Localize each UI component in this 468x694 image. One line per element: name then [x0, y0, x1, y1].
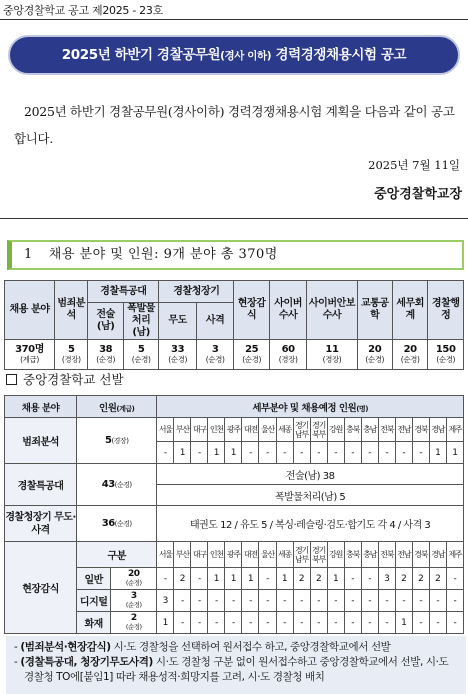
value: 60 — [281, 343, 295, 355]
crime-region-value: - — [191, 442, 208, 464]
region-header: 제주 — [446, 542, 463, 568]
summary-head-crime: 범죄분석 — [55, 281, 88, 340]
region-header: 제주 — [446, 418, 463, 442]
site-region-value: - — [446, 590, 463, 612]
value: 150 — [435, 343, 456, 355]
crime-region-value: - — [157, 442, 174, 464]
region-header: 인천 — [208, 418, 225, 442]
count: 36 — [101, 518, 115, 529]
crime-region-value: - — [378, 442, 395, 464]
value: 11 — [325, 343, 339, 355]
note-2: - (경찰특공대, 청장기무도사격) 시·도 경찰청 구분 없이 원서접수하고 중앙경찰학교에서 선발, 시·도 경찰청 TO에[붙임1] 따라 채용성적·희망지를 고려, 시·도 경찰청 배치 — [14, 656, 449, 683]
notice-number: 중앙경찰학교 공고 제2025 - 23호 — [3, 4, 163, 17]
region-header: 부산 — [174, 542, 191, 568]
site-region-value: - — [225, 590, 242, 612]
security-line: 태권도 12 / 유도 5 / 복싱·레슬링·검도·합기도 각 4 / 사격 3 — [157, 506, 464, 542]
checkbox-square-icon — [6, 374, 17, 385]
site-row-count — [111, 568, 157, 590]
site-region-value: - — [412, 612, 429, 634]
detail-table — [4, 395, 464, 634]
site-region-value: - — [344, 568, 361, 590]
site-region-value: - — [191, 612, 208, 634]
special-line-2: 폭발물처리(남) 5 — [157, 485, 464, 506]
summary-cyber-sec — [307, 340, 357, 370]
rank: (경장) — [278, 354, 298, 364]
site-region-value: - — [310, 590, 327, 612]
title-rank: (경사 이하) — [220, 50, 272, 62]
site-region-value: - — [276, 590, 293, 612]
site-row-count — [111, 612, 157, 634]
title-exam: 경력경쟁채용시험 공고 — [271, 47, 407, 63]
site-region-value: 3 — [378, 568, 395, 590]
rank: (경장) — [61, 354, 81, 364]
region-header: 전북 — [378, 418, 395, 442]
rank: (순경) — [205, 354, 225, 364]
site-region-value: 1 — [327, 568, 344, 590]
count: 20 — [127, 568, 140, 579]
section-number: 1 — [24, 247, 33, 262]
site-region-value: 2 — [395, 568, 412, 590]
site-label: 현장감식 — [5, 542, 77, 634]
site-region-value: - — [412, 590, 429, 612]
crime-row — [5, 418, 464, 442]
summary-total — [5, 340, 55, 370]
site-region-value: - — [378, 590, 395, 612]
region-header: 대구 — [191, 542, 208, 568]
summary-head-traffic: 교통공학 — [357, 281, 392, 340]
region-header: 경남 — [429, 418, 446, 442]
rank: (순경) — [365, 354, 385, 364]
site-region-value: - — [208, 590, 225, 612]
detail-header-row — [5, 396, 464, 418]
summary-sub-martial: 무도 — [159, 303, 197, 340]
region-header: 부산 — [174, 418, 191, 442]
crime-region-value: 1 — [174, 442, 191, 464]
summary-sub-shoot: 사격 — [196, 303, 234, 340]
intro-text: 2025년 하반기 경찰공무원(경사이하) 경력경쟁채용시험 계획을 다음과 같이 공고합니다. — [14, 104, 455, 146]
region-header: 광주 — [225, 542, 242, 568]
site-region-value: - — [259, 568, 276, 590]
site-region-value: - — [446, 568, 463, 590]
title-main: 2025년 하반기 경찰공무원 — [61, 47, 221, 63]
site-region-value: - — [293, 590, 310, 612]
crime-region-value: - — [259, 442, 276, 464]
crime-region-value: - — [276, 442, 293, 464]
site-region-value: 2 — [174, 568, 191, 590]
crime-region-value: - — [327, 442, 344, 464]
site-region-value: 2 — [293, 568, 310, 590]
section-2-title: 중앙경찰학교 선발 — [23, 372, 124, 387]
summary-head-cyber-inv: 사이버수사 — [269, 281, 307, 340]
region-header: 광주 — [225, 418, 242, 442]
rank: (순경) — [125, 622, 142, 631]
security-row — [5, 506, 464, 542]
summary-head-tax: 세무회계 — [392, 281, 427, 340]
region-header: 울산 — [259, 542, 276, 568]
count: 43 — [101, 479, 115, 490]
head-detail-label: 세부분야 및 채용예정 인원 — [252, 402, 357, 414]
rank: (순경) — [125, 578, 142, 587]
site-region-value: 3 — [157, 590, 174, 612]
region-header: 서울 — [157, 542, 174, 568]
summary-site — [234, 340, 269, 370]
rank: (순경) — [131, 354, 151, 364]
site-region-value: - — [191, 590, 208, 612]
site-region-value: 2 — [310, 568, 327, 590]
site-region-value: - — [361, 590, 378, 612]
region-header: 경기북부 — [310, 542, 327, 568]
site-region-value: - — [208, 612, 225, 634]
site-region-value: 2 — [412, 568, 429, 590]
value: 25 — [245, 343, 259, 355]
crime-region-value: - — [412, 442, 429, 464]
region-header: 대구 — [191, 418, 208, 442]
site-region-value: - — [157, 568, 174, 590]
region-header: 경북 — [412, 542, 429, 568]
site-region-value: 1 — [208, 568, 225, 590]
summary-table — [4, 280, 464, 370]
head-count-label: 인원 — [99, 402, 117, 414]
value: 38 — [99, 343, 113, 355]
region-header: 대전 — [242, 418, 259, 442]
special-count — [77, 464, 157, 506]
site-region-value: - — [276, 612, 293, 634]
region-header: 전남 — [395, 542, 412, 568]
region-header: 충남 — [361, 418, 378, 442]
region-header: 경남 — [429, 542, 446, 568]
site-region-value: - — [259, 612, 276, 634]
crime-region-value: - — [361, 442, 378, 464]
site-sub-head: 구분 — [77, 542, 157, 568]
rank: (순경) — [242, 354, 262, 364]
region-header: 울산 — [259, 418, 276, 442]
rank: (순경) — [168, 354, 187, 364]
rank: (순경) — [96, 354, 116, 364]
region-header: 세종 — [276, 542, 293, 568]
detail-head-count — [77, 396, 157, 418]
site-region-value: - — [429, 590, 446, 612]
site-region-value: 2 — [429, 568, 446, 590]
region-header: 대전 — [242, 542, 259, 568]
region-header: 충북 — [344, 542, 361, 568]
value: 5 — [67, 343, 75, 355]
detail-head-detail — [157, 396, 464, 418]
title-banner — [8, 35, 460, 75]
region-header: 전북 — [378, 542, 395, 568]
crime-region-value: - — [293, 442, 310, 464]
rank: (계급) — [20, 354, 39, 364]
special-line-1: 전술(남) 38 — [157, 464, 464, 485]
special-label: 경찰특공대 — [5, 464, 77, 506]
site-region-value: - — [446, 612, 463, 634]
signer: 중앙경찰학교장 — [374, 187, 462, 202]
region-header: 경기남부 — [293, 542, 310, 568]
site-region-value: - — [361, 612, 378, 634]
summary-head-security: 경찰청장기 — [159, 281, 234, 303]
security-label: 경찰청장기 무도·사격 — [5, 506, 77, 542]
site-region-value: - — [174, 612, 191, 634]
summary-police-admin — [428, 340, 464, 370]
rank: (경장) — [322, 354, 342, 364]
rank: (경장) — [111, 437, 129, 445]
region-header: 강원 — [327, 542, 344, 568]
summary-tax — [392, 340, 427, 370]
crime-region-value: 1 — [429, 442, 446, 464]
site-region-value: - — [259, 590, 276, 612]
region-header: 경기북부 — [310, 418, 327, 442]
summary-sub-bomb: 폭발물처리(남) — [123, 303, 158, 340]
site-region-value: - — [225, 612, 242, 634]
value: 20 — [368, 343, 382, 355]
header-divider — [0, 19, 468, 20]
site-region-value: - — [191, 568, 208, 590]
site-header-row — [5, 542, 464, 568]
site-region-value: - — [344, 590, 361, 612]
summary-head-cyber-sec: 사이버안보수사 — [307, 281, 357, 340]
rank: (순경) — [125, 600, 142, 609]
site-region-value: - — [242, 612, 259, 634]
summary-crime — [55, 340, 88, 370]
crime-region-value: 1 — [208, 442, 225, 464]
region-header: 서울 — [157, 418, 174, 442]
summary-values-row — [5, 340, 464, 370]
note-1-text: 시·도 경찰청을 선택하여 원서접수 하고, 중앙경찰학교에서 선발 — [110, 641, 391, 653]
body-divider — [0, 218, 468, 219]
summary-explosive — [88, 340, 123, 370]
region-header: 인천 — [208, 542, 225, 568]
value: 370명 — [15, 343, 44, 355]
region-header: 경북 — [412, 418, 429, 442]
crime-region-value: - — [395, 442, 412, 464]
site-row-count — [111, 590, 157, 612]
site-region-value: - — [429, 612, 446, 634]
note-2-bold: (경찰특공대, 청장기무도사격) — [20, 656, 153, 668]
site-region-value: 1 — [276, 568, 293, 590]
head-detail-sub: (명) — [356, 404, 368, 413]
note-1: - (범죄분석·현장감식) 시·도 경찰청을 선택하여 원서접수 하고, 중앙경찰학교에서 선발 — [14, 641, 391, 653]
summary-traffic — [357, 340, 392, 370]
count: 3 — [130, 590, 137, 601]
site-region-value: - — [242, 590, 259, 612]
site-region-value: - — [293, 612, 310, 634]
section-1-heading — [7, 240, 464, 270]
crime-label: 범죄분석 — [5, 418, 77, 464]
site-region-value: - — [327, 612, 344, 634]
region-header: 강원 — [327, 418, 344, 442]
note-2-text: 시·도 경찰청 구분 없이 원서접수하고 중앙경찰학교에서 선발, 시·도 경찰청 TO에[붙임1] 따라 채용성적·희망지를 고려, 시·도 경찰청 배치 — [24, 656, 449, 683]
count: 2 — [130, 612, 137, 623]
summary-cyber-inv — [269, 340, 307, 370]
notes-box — [6, 636, 466, 694]
site-row-name: 디지털 — [77, 590, 111, 612]
crime-count — [77, 418, 157, 464]
crime-region-value: - — [242, 442, 259, 464]
site-region-value: - — [310, 612, 327, 634]
site-region-value: - — [395, 590, 412, 612]
summary-head-field: 채용 분야 — [5, 281, 55, 340]
region-header: 세종 — [276, 418, 293, 442]
summary-head-special: 경찰특공대 — [88, 281, 159, 303]
site-region-value: 1 — [225, 568, 242, 590]
rank: (순경) — [436, 354, 456, 364]
rank: (순경) — [114, 520, 132, 528]
value: 20 — [403, 343, 417, 355]
value: 5 — [137, 343, 145, 355]
value: 33 — [171, 343, 185, 355]
site-region-value: 1 — [242, 568, 259, 590]
crime-region-value: - — [344, 442, 361, 464]
summary-bomb — [123, 340, 158, 370]
region-header: 충북 — [344, 418, 361, 442]
section-title: 채용 분야 및 인원: 9개 분야 총 370명 — [48, 247, 278, 262]
site-region-value: - — [361, 568, 378, 590]
crime-region-value: 1 — [446, 442, 463, 464]
region-header: 경기남부 — [293, 418, 310, 442]
site-region-value: - — [344, 612, 361, 634]
value: 3 — [211, 343, 219, 355]
notice-date: 2025년 7월 11일 — [368, 158, 460, 172]
rank: (순경) — [114, 481, 132, 489]
detail-head-field: 채용 분야 — [5, 396, 77, 418]
rank: (순경) — [400, 354, 420, 364]
summary-head-site: 현장감식 — [234, 281, 269, 340]
section-2-heading — [6, 370, 124, 388]
site-region-value: 1 — [395, 612, 412, 634]
count: 5 — [104, 435, 112, 446]
site-region-value: - — [327, 590, 344, 612]
head-count-sub: (계급) — [116, 404, 135, 413]
crime-region-value: - — [310, 442, 327, 464]
special-row — [5, 464, 464, 485]
security-count — [77, 506, 157, 542]
summary-head-police-admin: 경찰행정 — [428, 281, 464, 340]
summary-martial — [159, 340, 197, 370]
region-header: 전남 — [395, 418, 412, 442]
site-region-value: 1 — [157, 612, 174, 634]
note-1-bold: (범죄분석·현장감식) — [20, 641, 111, 653]
site-row-name: 화재 — [77, 612, 111, 634]
site-region-value: - — [174, 590, 191, 612]
summary-shoot — [196, 340, 234, 370]
site-row-name: 일반 — [77, 568, 111, 590]
summary-sub-explosive: 전술(남) — [88, 303, 123, 340]
region-header: 충남 — [361, 542, 378, 568]
site-region-value: - — [378, 612, 395, 634]
crime-region-value: 1 — [225, 442, 242, 464]
